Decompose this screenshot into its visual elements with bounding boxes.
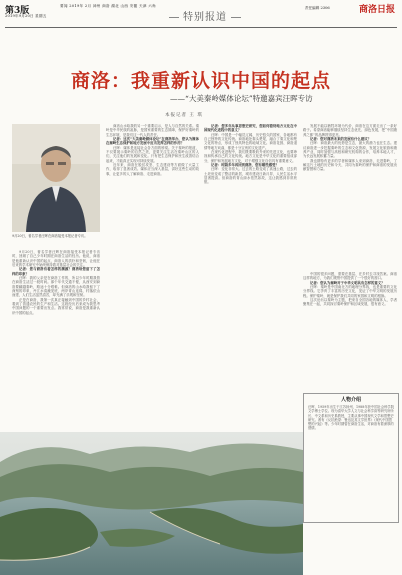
portrait-photo (12, 124, 100, 232)
article-paragraph: 商洛山水给我的另一个重要启示，是人与自然的关系。秦岭是中华民族的祖脉，是国家重要的生态屏障，保护好秦岭的生态环境，是我们这一代人的责任。 (106, 124, 199, 137)
article-paragraph: 正是在商洛，我第一次真正接触到中国的乡村社会，看到了普通农民的生产和生活。这段经历后来成为我思考中国问题的一个重要出发点。我常常说，商洛是我重新认识中国的起点。 (12, 297, 100, 315)
interview-question: 记者：您认为秦岭对于中华文明具有怎样的意义？ (310, 280, 385, 285)
subheadline: ——“大美秦岭媒体论坛”特邀嘉宾汪晖专访 (170, 94, 313, 103)
article-column-4 (303, 124, 397, 266)
portrait-image (12, 124, 100, 232)
interview-question: 记者：您对商洛未来的发展有什么建议？ (310, 137, 372, 142)
article-paragraph: 汪晖：中国是一个幅员辽阔、历史悠久的国家，各地都有自己独特的文化传统。商洛地处秦头楚尾，融合了秦文化和楚文化的特点，形成了独具特色的地域文化。商洛花鼓、商洛道情等地方戏曲，都是十分宝贵的文化遗产。 (204, 132, 297, 150)
article-paragraph: 发展不能以牺牲环境为代价，商洛在这方面走出了一条好路子。希望商洛能够继续坚持生态优先、绿色发展，把“中国康养之都”的品牌擦得更亮。 (303, 124, 397, 137)
editor-code: 责任编辑 2306 (305, 6, 330, 10)
article-paragraph: 汪晖：我的父亲是在商洛工作的，所以少年时期我曾在商洛生活过一段时间。那个年代交通不便，从西安到商洛要翻越秦岭，路途十分艰难。但商洛的山水给我留下了深刻的印象，丹江水清澈见底，两岸青山连绵，村落依山而建，人们生活虽然清苦，却充满了乐观和坚韧。 (12, 276, 100, 298)
page-header (5, 2, 397, 28)
article-column-5 (303, 272, 397, 388)
section-tabs: 要闻 2019年 2月 神州 商洛 湖北 山西 安徽 天津 六角 (60, 4, 156, 8)
byline: 本报记者 王 琪 (165, 113, 203, 118)
article-paragraph: 汪晖：媒体是连接社会各方面的桥梁。关于秦岭的报道，不仅要展示秦岭的自然之美，更要关注生活在秦岭山区的人们，关注他们的发展和变化。只有把生态保护和民生改善结合起来，才能真正实现可持续发展。 (106, 145, 199, 163)
section-rule-right (231, 17, 241, 18)
lake-mountain-image (0, 432, 303, 575)
article-paragraph: 这次论坛以秦岭为主题，把来自全国各地的媒体人、学者聚集在一起，共同探讨秦岭保护和区域发展，很有意义。 (303, 298, 397, 307)
article-paragraph: 汪晖：秦岭是中国南北方的地理分界线，也是重要的文化分界线。它孕育了丰富的历史文化，见证了中华文明的发展历程。保护秦岭，就是保护我们共同的家园和文明的根脉。 (303, 285, 397, 298)
article-paragraph: 9月20日，著名学者汪晖在商洛接受本报记者专访时，回顾了自己少年时期在商洛生活的经历。他说，商洛是他重新认识中国的起点，商洛人的质朴和坚韧，让他在后来的学术研究中始终保持着对基层社会的关注。 (12, 250, 100, 268)
bio-text: 汪晖，1959年出生于江苏扬州，1988年获中国社会科学院文学博士学位。现为清华大学人文与社会科学高等研究所所长、中文系和历史系教授，主要从事中国现代文学和思想史研究。著有《反抗绝望：鲁迅及其文学世界》《现代中国思想的兴起》等。少年时期曾在商洛生活，对商洛有着深厚的感情。 (308, 405, 394, 431)
article-paragraph: 在现代化进程中，我们既要吸收外来的先进文化，也要珍视和传承自己的文化传统。地方文化是中华文化的重要组成部分，保护和发展地方文化，对于增强文化自信具有重要意义。 (204, 150, 297, 163)
article-paragraph: 我也期待有更多的学者和媒体人来到商洛，走进秦岭，了解这片土地的历史和今天，共同为秦岭的保护和商洛的发展贡献智慧和力量。 (303, 158, 397, 172)
photo-caption: 9月20日，著名学者汪晖在商洛接受本报记者专访。 (12, 234, 88, 238)
bio-sidebar (303, 393, 399, 523)
page-date: 2019年9月20日 星期五 (5, 14, 47, 18)
section-title (150, 8, 260, 23)
section-rule-left (169, 17, 179, 18)
header-rule (5, 27, 397, 28)
article-column-3 (204, 124, 297, 432)
interview-question: 记者：这次“大美秦岭媒体论坛”在商洛举办，您认为媒体在秦岭生态保护和地方发展中应当发挥怎样的作用？ (106, 137, 199, 146)
page-number: 第3版 (5, 6, 30, 16)
headline: 商洛：我重新认识中国的起点 (70, 70, 331, 92)
bio-title: 人物介绍 (340, 397, 361, 403)
article-paragraph: 中国的很多问题，需要在基层、在乡村去寻找答案。商洛这样的地方，为我们观察中国提供了一个很好的窗口。 (303, 272, 397, 281)
interview-question: 记者：您与商洛有着怎样的渊源？商洛给您留下了怎样的印象？ (12, 267, 100, 276)
article-paragraph: 近年来，商洛在脱贫攻坚、生态建设等方面做了大量工作，取得了显著成效。媒体应当深入基层，讲好这些生动的故事，让更多的人了解商洛、走进商洛。 (106, 163, 199, 176)
article-column-2 (106, 124, 199, 432)
interview-question: 记者：您多年从事思想史研究，您如何看待地方文化在中国现代化进程中的意义？ (204, 124, 297, 133)
section-label: 特别报道 (183, 12, 227, 23)
article-paragraph: 汪晖：商洛最大的优势是生态，最大的潜力也在生态。建议商洛进一步挖掘秦岭的生态和文化资源，发展文化旅游和康养产业，同时加强与高校和研究机构的合作，培养本地人才，为长远发展积蓄力量。 (303, 141, 397, 159)
landscape-photo (0, 432, 303, 575)
article-column-1 (12, 250, 100, 432)
newspaper-logo: 商洛日报 (358, 5, 395, 15)
article-paragraph: 汪晖：变化非常大。过去的土路变成了高速公路，过去的土坯房变成了整洁的新居，城市建设日新月异，人民生活水平显著提高。但商洛的青山绿水依然如故，这让我感到非常欣慰。 (204, 167, 297, 185)
interview-question: 记者：时隔多年再回到商洛，您有哪些感受？ (211, 163, 279, 168)
